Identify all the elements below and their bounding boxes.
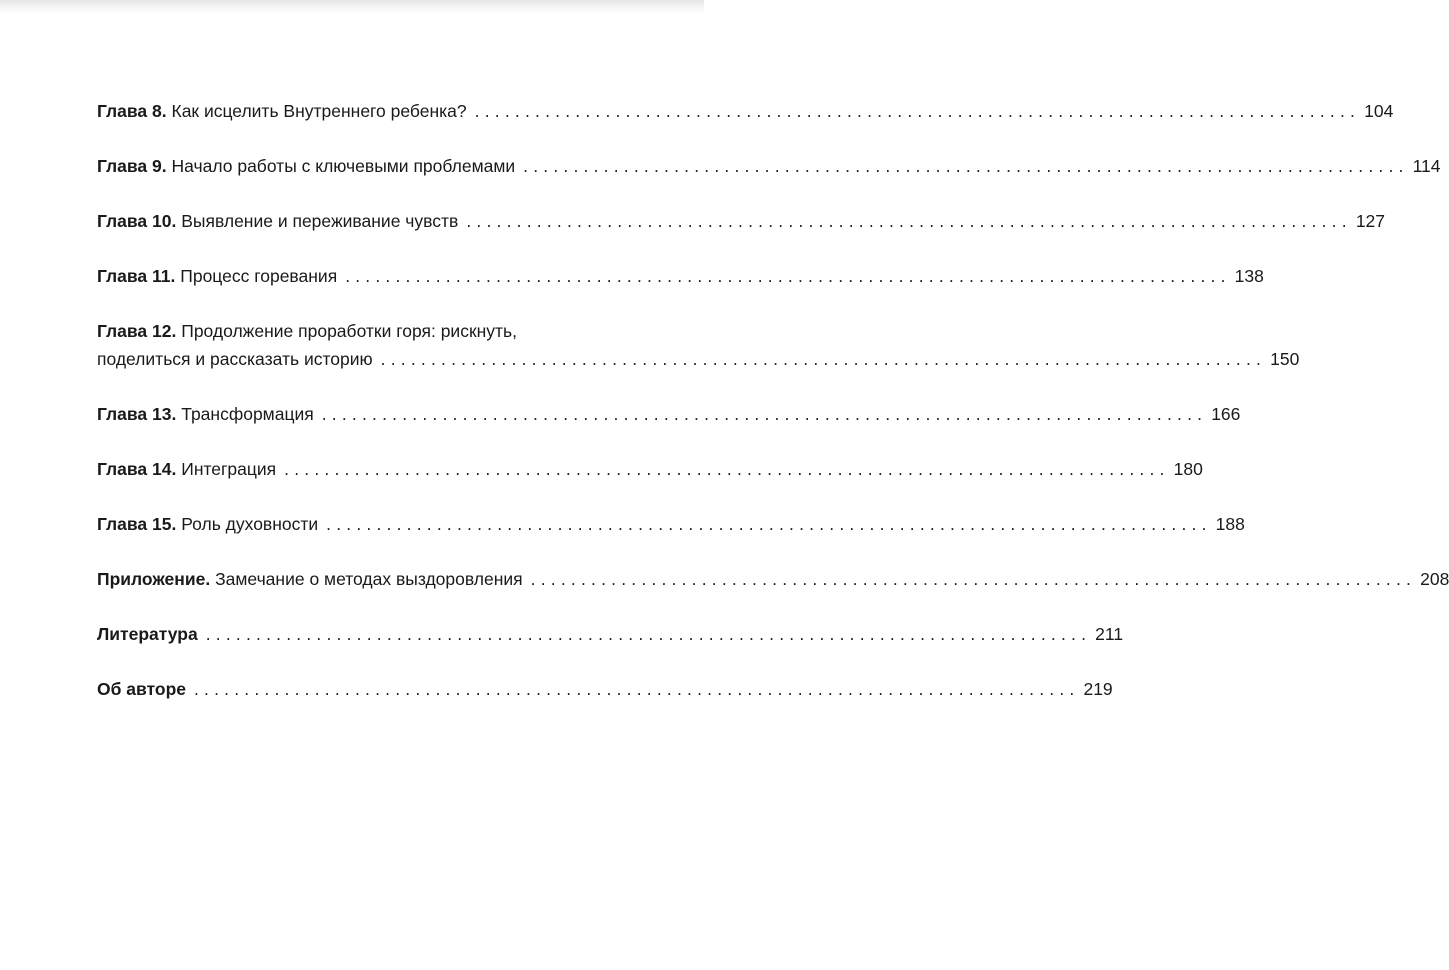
toc-entry-prefix: Глава 8. bbox=[97, 101, 167, 121]
toc-page-number: 166 bbox=[1211, 404, 1241, 424]
toc-entry-prefix: Глава 12. bbox=[97, 321, 177, 341]
toc-page-number: 211 bbox=[1095, 624, 1124, 644]
toc-entry-chapter-13[interactable] bbox=[97, 400, 1241, 428]
toc-leader-dots: ........................................................................................ bbox=[345, 266, 1231, 286]
toc-leader-dots: ........................................................................................ bbox=[474, 101, 1361, 121]
toc-page-number: 114 bbox=[1412, 156, 1441, 176]
toc-entry-title: Начало работы с ключевыми проблемами bbox=[171, 156, 516, 176]
toc-leader-dots: ........................................................................................ bbox=[530, 569, 1417, 589]
toc-entry-about-author[interactable] bbox=[97, 675, 1113, 703]
toc-entry-prefix: Литература bbox=[97, 624, 198, 644]
toc-page-number: 138 bbox=[1234, 266, 1264, 286]
toc-leader-dots: ........................................................................................ bbox=[466, 211, 1352, 231]
toc-leader-dots: ........................................................................................ bbox=[523, 156, 1409, 176]
toc-entry-prefix: Глава 13. bbox=[97, 404, 177, 424]
toc-entry-title: Трансформация bbox=[181, 404, 314, 424]
toc-entry-chapter-9[interactable] bbox=[97, 152, 1441, 180]
toc-leader-dots: ........................................................................................ bbox=[194, 679, 1080, 699]
toc-page-number: 127 bbox=[1355, 211, 1386, 231]
page-top-shadow bbox=[0, 0, 704, 14]
toc-entry-title: Роль духовности bbox=[181, 514, 319, 534]
toc-leader-dots: ........................................................................................ bbox=[321, 404, 1208, 424]
toc-entry-chapter-15[interactable] bbox=[97, 510, 1245, 538]
toc-entry-prefix: Об авторе bbox=[97, 679, 186, 699]
toc-entry-literature[interactable] bbox=[97, 620, 1124, 648]
toc-entry-chapter-10[interactable] bbox=[97, 207, 1386, 235]
toc-entry-title: Выявление и переживание чувств bbox=[181, 211, 459, 231]
toc-leader-dots: ........................................................................................ bbox=[326, 514, 1212, 534]
toc-entry-title: Как исцелить Внутреннего ребенка? bbox=[171, 101, 467, 121]
toc-entry-prefix: Глава 15. bbox=[97, 514, 177, 534]
toc-entry-chapter-12[interactable] bbox=[97, 317, 1300, 373]
toc-leader-dots: ........................................................................................ bbox=[380, 349, 1267, 369]
toc-entry-prefix: Глава 11. bbox=[97, 266, 176, 286]
toc-entry-title: поделиться и рассказать историю bbox=[97, 349, 373, 369]
toc-entry-prefix: Глава 10. bbox=[97, 211, 177, 231]
toc-page-number: 180 bbox=[1173, 459, 1203, 479]
toc-entry-appendix[interactable] bbox=[97, 565, 1449, 593]
toc-page-number: 219 bbox=[1083, 679, 1113, 699]
toc-entry-title: Интеграция bbox=[181, 459, 277, 479]
toc-entry-chapter-8[interactable] bbox=[97, 97, 1394, 125]
toc-entry-prefix: Приложение. bbox=[97, 569, 211, 589]
toc-entry-prefix: Глава 9. bbox=[97, 156, 167, 176]
toc-entry-chapter-11[interactable] bbox=[97, 262, 1264, 290]
toc-page-number: 208 bbox=[1420, 569, 1449, 589]
toc-page-number: 188 bbox=[1215, 514, 1245, 534]
table-of-contents bbox=[97, 97, 1449, 730]
toc-page-number: 150 bbox=[1270, 349, 1300, 369]
toc-leader-dots: ........................................................................................ bbox=[284, 459, 1170, 479]
toc-entry-title: Процесс горевания bbox=[180, 266, 338, 286]
toc-entry-chapter-14[interactable] bbox=[97, 455, 1203, 483]
toc-entry-prefix: Глава 14. bbox=[97, 459, 177, 479]
toc-leader-dots: ........................................................................................ bbox=[205, 624, 1092, 644]
toc-entry-title: Замечание о методах выздоровления bbox=[215, 569, 523, 589]
toc-entry-title-line1: Продолжение проработки горя: рискнуть, bbox=[181, 321, 518, 341]
toc-page-number: 104 bbox=[1364, 101, 1394, 121]
